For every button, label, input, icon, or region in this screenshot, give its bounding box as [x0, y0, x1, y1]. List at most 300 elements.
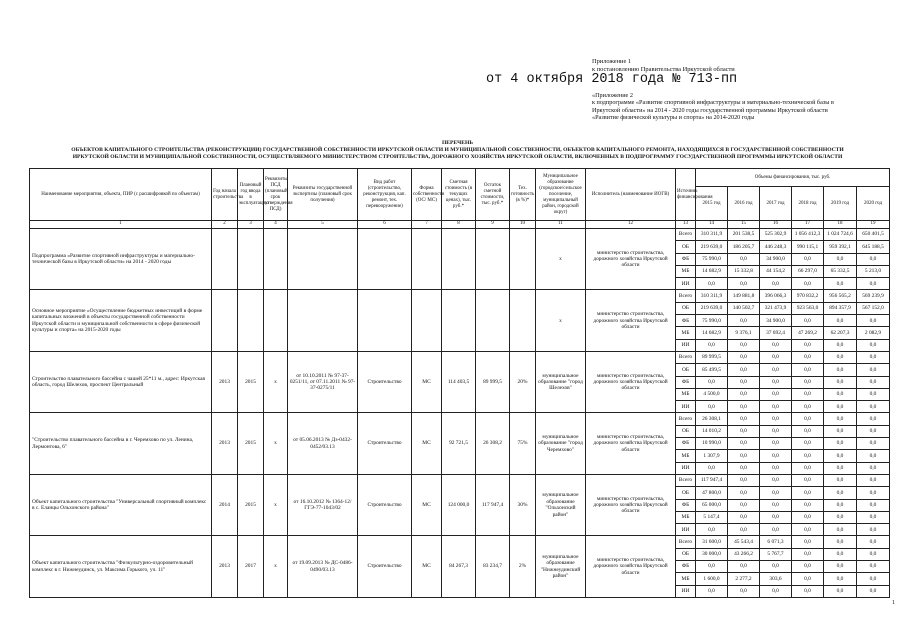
funding-source: МБ [676, 573, 696, 585]
page-number: 1 [892, 600, 895, 606]
col-header-year: 2020 год [857, 187, 890, 221]
funding-amount: 10 990,0 [696, 438, 728, 450]
funding-amount: 0,0 [792, 351, 824, 363]
funding-amount: 0,0 [857, 573, 890, 585]
column-number: 12 [586, 221, 676, 229]
funding-amount: 0,0 [857, 585, 890, 597]
column-number: 5 [288, 221, 358, 229]
funding-amount: 0,0 [760, 339, 792, 351]
funding-amount: 0,0 [728, 315, 760, 327]
technical-readiness [510, 229, 536, 290]
psd-details [264, 229, 288, 290]
funding-amount: 650 401,5 [857, 229, 890, 241]
funding-amount: 396 066,3 [760, 290, 792, 302]
expertise-details: от 19.09.2013 № ДС-0486-0490/03.13 [288, 536, 358, 597]
col-header-source: Источник финансирования [676, 169, 696, 221]
funding-amount: 956 565,2 [824, 290, 857, 302]
funding-amount: 0,0 [696, 339, 728, 351]
funding-amount: 321 473,9 [760, 302, 792, 314]
funding-amount: 0,0 [760, 450, 792, 462]
object-name: Объект капитального строительства "Универсальный спортивный комплекс в с. Еланцы Ольхонского района" [30, 474, 212, 535]
funding-amount: 0,0 [728, 425, 760, 437]
col-header-name: Наименование мероприятия, объекта, ПИР (с расшифровкой по объектам) [30, 169, 212, 221]
funding-source: ФБ [676, 315, 696, 327]
funding-source: Всего [676, 290, 696, 302]
funding-amount: 14 682,9 [696, 327, 728, 339]
funding-source: ИИ [676, 585, 696, 597]
col-header-municipality: Муниципальное образование (городское/сельское поселение, муниципальный район, городской округ) [536, 169, 586, 221]
funding-amount: 0,0 [792, 524, 824, 536]
funding-amount: 0,0 [824, 450, 857, 462]
estimated-cost: 84 267,3 [442, 536, 476, 597]
funding-source: МБ [676, 388, 696, 400]
funding-amount: 47 269,2 [792, 327, 824, 339]
funding-amount: 6 071,3 [760, 536, 792, 548]
funding-amount: 45 543,4 [728, 536, 760, 548]
funding-amount: 43 266,2 [728, 548, 760, 560]
funding-amount: 85 499,5 [696, 364, 728, 376]
appendix2-line: к подпрограмме «Развитие спортивной инфраструктуры и материально-технической базы в [592, 99, 834, 107]
col-header-year: 2016 год [728, 187, 760, 221]
remaining-cost: 83 234,7 [476, 536, 510, 597]
funding-amount: 0,0 [792, 585, 824, 597]
column-number: 6 [358, 221, 412, 229]
funding-amount: 0,0 [857, 401, 890, 413]
ownership-form [412, 290, 442, 351]
executor: министерство строительства, дорожного хозяйства Иркутской области [586, 536, 676, 597]
funding-amount: 47 800,0 [696, 487, 728, 499]
funding-amount: 2 082,9 [857, 327, 890, 339]
funding-amount: 0,0 [792, 388, 824, 400]
funding-amount: 0,0 [824, 253, 857, 265]
funding-amount: 34 900,0 [760, 253, 792, 265]
funding-amount: 0,0 [824, 364, 857, 376]
funding-amount: 0,0 [824, 438, 857, 450]
col-header-start: Год начала строительства [212, 169, 238, 221]
funding-amount: 0,0 [824, 278, 857, 290]
funding-amount: 0,0 [857, 364, 890, 376]
funding-amount: 0,0 [857, 413, 890, 425]
funding-source: МБ [676, 450, 696, 462]
funding-amount: 62 207,3 [824, 327, 857, 339]
end-year: 2015 [238, 351, 264, 412]
end-year [238, 229, 264, 290]
remaining-cost: 26 308,2 [476, 413, 510, 474]
col-header-ownership: Форма собственности (ОС/ МС) [412, 169, 442, 221]
funding-amount: 0,0 [792, 376, 824, 388]
funding-amount: 0,0 [760, 351, 792, 363]
funding-amount: 1 056 412,3 [792, 229, 824, 241]
funding-amount: 0,0 [857, 462, 890, 474]
funding-amount: 303,6 [760, 573, 792, 585]
funding-amount: 0,0 [824, 376, 857, 388]
technical-readiness: 75% [510, 413, 536, 474]
funding-amount: 0,0 [824, 499, 857, 511]
funding-amount: 923 563,0 [792, 302, 824, 314]
funding-amount: 4 500,0 [696, 388, 728, 400]
funding-amount: 310 311,9 [696, 229, 728, 241]
funding-source: ОБ [676, 364, 696, 376]
municipality: муниципальное образование "Ольхонский район" [536, 474, 586, 535]
ownership-form: МС [412, 536, 442, 597]
funding-source: ОБ [676, 487, 696, 499]
col-header-work: Вид работ (строительство, реконструкция, кап. ремонт, тех. перевооружение) [358, 169, 412, 221]
decree-stamp: от 4 октября 2018 года № 713-пп [486, 72, 738, 87]
funding-amount: 0,0 [760, 278, 792, 290]
appendix1-line1: Приложение 1 [592, 58, 632, 65]
funding-amount: 140 502,7 [728, 302, 760, 314]
column-number: 13 [676, 221, 696, 229]
funding-amount: 0,0 [792, 339, 824, 351]
remaining-cost [476, 290, 510, 351]
column-number: 2 [212, 221, 238, 229]
object-name: Основное мероприятие «Осуществление бюджетных инвестиций в форме капитальных вложений в объекты государственной собственности Иркутской области и муниципальной собственности в сфере физической культуры и спорта» на 2015-2020 годы [30, 290, 212, 351]
funding-amount: 0,0 [792, 450, 824, 462]
funding-source: ОБ [676, 241, 696, 253]
work-type: Строительство [358, 413, 412, 474]
column-number: 4 [264, 221, 288, 229]
funding-amount: 34 900,0 [760, 315, 792, 327]
funding-amount: 569 239,9 [857, 290, 890, 302]
funding-amount: 0,0 [760, 511, 792, 523]
funding-amount: 0,0 [728, 376, 760, 388]
start-year [212, 290, 238, 351]
technical-readiness [510, 290, 536, 351]
funding-amount: 0,0 [792, 413, 824, 425]
funding-amount: 0,0 [857, 450, 890, 462]
funding-amount: 0,0 [728, 351, 760, 363]
funding-amount: 0,0 [696, 524, 728, 536]
funding-amount: 959 392,1 [824, 241, 857, 253]
appendix2-line: «Приложение 2 [592, 92, 633, 99]
end-year: 2017 [238, 536, 264, 597]
col-header-end: Плановый год ввода в эксплуатацию [238, 169, 264, 221]
col-header-expertise: Реквизиты государственной экспертизы (плановый срок получения) [288, 169, 358, 221]
funding-amount: 0,0 [857, 339, 890, 351]
funding-amount: 0,0 [728, 364, 760, 376]
table-row [30, 229, 890, 241]
funding-amount: 0,0 [760, 388, 792, 400]
funding-amount: 0,0 [824, 561, 857, 573]
work-type [358, 290, 412, 351]
funding-amount: 0,0 [760, 425, 792, 437]
funding-amount: 0,0 [728, 474, 760, 486]
funding-amount: 0,0 [792, 573, 824, 585]
executor: министерство строительства, дорожного хозяйства Иркутской области [586, 351, 676, 412]
col-header-executor: Исполнитель (наименование ИОГВ) [586, 169, 676, 221]
funding-amount: 1 307,9 [696, 450, 728, 462]
funding-amount: 31 600,0 [696, 536, 728, 548]
funding-amount: 0,0 [824, 413, 857, 425]
funding-amount: 0,0 [696, 401, 728, 413]
remaining-cost: 89 999,5 [476, 351, 510, 412]
start-year: 2013 [212, 413, 238, 474]
funding-amount: 0,0 [728, 511, 760, 523]
funding-amount: 0,0 [824, 339, 857, 351]
remaining-cost [476, 229, 510, 290]
funding-amount: 0,0 [696, 278, 728, 290]
ownership-form [412, 229, 442, 290]
funding-source: ФБ [676, 499, 696, 511]
start-year: 2013 [212, 351, 238, 412]
table-row [30, 351, 890, 363]
funding-amount: 0,0 [760, 561, 792, 573]
funding-amount: 0,0 [696, 585, 728, 597]
municipality: х [536, 290, 586, 351]
funding-amount: 0,0 [696, 561, 728, 573]
funding-amount: 0,0 [760, 401, 792, 413]
objects-table [29, 168, 890, 598]
column-number: 8 [442, 221, 476, 229]
funding-amount: 0,0 [792, 278, 824, 290]
funding-amount: 0,0 [857, 388, 890, 400]
funding-amount: 0,0 [824, 524, 857, 536]
funding-amount: 0,0 [792, 474, 824, 486]
funding-amount: 446 248,3 [760, 241, 792, 253]
appendix1-line2: к постановлению Правительства Иркутской области [592, 65, 735, 73]
funding-amount: 0,0 [728, 462, 760, 474]
estimated-cost: 114 403,5 [442, 351, 476, 412]
funding-amount: 0,0 [728, 450, 760, 462]
funding-amount: 15 332,8 [728, 265, 760, 277]
funding-amount: 0,0 [760, 438, 792, 450]
work-type: Строительство [358, 536, 412, 597]
funding-source: Всего [676, 474, 696, 486]
funding-amount: 26 308,1 [696, 413, 728, 425]
funding-amount: 0,0 [792, 253, 824, 265]
table-row [30, 290, 890, 302]
funding-amount: 0,0 [792, 561, 824, 573]
executor: министерство строительства, дорожного хозяйства Иркутской области [586, 474, 676, 535]
funding-amount: 0,0 [824, 585, 857, 597]
funding-amount: 0,0 [857, 425, 890, 437]
funding-amount: 5 147,4 [696, 511, 728, 523]
funding-amount: 645 188,5 [857, 241, 890, 253]
funding-amount: 0,0 [824, 573, 857, 585]
column-number: 16 [760, 221, 792, 229]
psd-details: х [264, 536, 288, 597]
ownership-form: МС [412, 474, 442, 535]
funding-amount: 0,0 [824, 425, 857, 437]
funding-amount: 0,0 [792, 438, 824, 450]
end-year: 2015 [238, 413, 264, 474]
funding-amount: 0,0 [824, 487, 857, 499]
col-header-financing: Объемы финансирования, тыс. руб. [696, 169, 890, 187]
funding-amount: 37 692,4 [760, 327, 792, 339]
column-number: 15 [728, 221, 760, 229]
funding-amount: 0,0 [696, 376, 728, 388]
start-year: 2014 [212, 474, 238, 535]
estimated-cost [442, 290, 476, 351]
funding-amount: 0,0 [792, 462, 824, 474]
funding-amount: 186 205,7 [728, 241, 760, 253]
work-type: Строительство [358, 474, 412, 535]
technical-readiness: 20% [510, 351, 536, 412]
municipality: х [536, 229, 586, 290]
funding-source: ОБ [676, 302, 696, 314]
table-row [30, 536, 890, 548]
funding-amount: 0,0 [792, 487, 824, 499]
funding-amount: 0,0 [760, 524, 792, 536]
funding-amount: 0,0 [728, 278, 760, 290]
funding-amount: 201 538,5 [728, 229, 760, 241]
funding-amount: 0,0 [760, 474, 792, 486]
funding-source: ФБ [676, 561, 696, 573]
column-number: 10 [510, 221, 536, 229]
funding-amount: 0,0 [728, 524, 760, 536]
funding-amount: 0,0 [760, 376, 792, 388]
funding-amount: 0,0 [760, 585, 792, 597]
funding-amount: 0,0 [857, 474, 890, 486]
funding-source: ИИ [676, 462, 696, 474]
funding-amount: 0,0 [824, 388, 857, 400]
expertise-details: от 10.10.2011 № 97-37-0251/11, от 07.11.2011 № 97-37-0275/11 [288, 351, 358, 412]
start-year: 2013 [212, 536, 238, 597]
title-line2: ОБЪЕКТОВ КАПИТАЛЬНОГО СТРОИТЕЛЬСТВА (РЕКОНСТРУКЦИИ) ГОСУДАРСТВЕННОЙ СОБСТВЕННОСТИ ИРКУТСКОЙ ОБЛАСТИ И МУНИЦИПАЛЬНОЙ СОБСТВЕННОСТИ, ОБЪЕКТОВ КАПИТАЛЬНОГО РЕМОНТА, НАХОДЯЩИХСЯ В ГОСУДАРСТВЕННОЙ СОБСТВЕННОСТИ [71, 147, 844, 153]
funding-amount: 0,0 [728, 413, 760, 425]
funding-amount: 525 302,9 [760, 229, 792, 241]
column-number: 1 [30, 221, 212, 229]
funding-amount: 0,0 [728, 585, 760, 597]
funding-amount: 75 990,0 [696, 253, 728, 265]
document-title [30, 140, 885, 161]
funding-amount: 0,0 [824, 351, 857, 363]
funding-amount: 1 600,0 [696, 573, 728, 585]
funding-amount: 0,0 [857, 548, 890, 560]
funding-amount: 310 311,9 [696, 290, 728, 302]
funding-amount: 0,0 [792, 315, 824, 327]
funding-amount: 0,0 [792, 548, 824, 560]
col-header-readiness: Тех. готовность (в %)* [510, 169, 536, 221]
funding-amount: 0,0 [857, 511, 890, 523]
funding-amount: 0,0 [728, 487, 760, 499]
title-line3: ИРКУТСКОЙ ОБЛАСТИ И МУНИЦИПАЛЬНОЙ СОБСТВЕННОСТИ, ОСУЩЕСТВЛЯЕМОГО МИНИСТЕРСТВОМ СТРОИТЕЛЬСТВА, ДОРОЖНОГО ХОЗЯЙСТВА ИРКУТСКОЙ ОБЛАСТИ, ВКЛЮЧЕННЫХ В ПОДПРОГРАММУ ГОСУДАРСТВЕННОЙ ПРОГРАММЫ ИРКУТСКОЙ ОБЛАСТИ [72, 154, 843, 160]
funding-amount: 219 639,0 [696, 302, 728, 314]
funding-amount: 9 376,1 [728, 327, 760, 339]
column-number: 3 [238, 221, 264, 229]
funding-amount: 0,0 [824, 315, 857, 327]
funding-amount: 0,0 [728, 438, 760, 450]
funding-amount: 149 881,8 [728, 290, 760, 302]
funding-amount: 14 010,2 [696, 425, 728, 437]
funding-amount: 567 152,0 [857, 302, 890, 314]
funding-amount: 0,0 [824, 401, 857, 413]
funding-amount: 0,0 [728, 499, 760, 511]
funding-source: ФБ [676, 438, 696, 450]
column-number: 7 [412, 221, 442, 229]
funding-source: Всего [676, 351, 696, 363]
start-year [212, 229, 238, 290]
funding-amount: 89 999,5 [696, 351, 728, 363]
funding-amount: 990 115,1 [792, 241, 824, 253]
funding-amount: 219 639,0 [696, 241, 728, 253]
funding-amount: 0,0 [857, 438, 890, 450]
funding-amount: 0,0 [857, 499, 890, 511]
expertise-details: от 05.06.2013 № Дз-0432-0452/03.13 [288, 413, 358, 474]
table-row [30, 413, 890, 425]
estimated-cost [442, 229, 476, 290]
ownership-form: МС [412, 351, 442, 412]
funding-source: ФБ [676, 253, 696, 265]
funding-amount: 0,0 [696, 462, 728, 474]
funding-amount: 0,0 [760, 499, 792, 511]
funding-amount: 0,0 [728, 339, 760, 351]
psd-details: х [264, 413, 288, 474]
funding-amount: 0,0 [792, 511, 824, 523]
funding-amount: 5 213,0 [857, 265, 890, 277]
municipality: муниципальное образование "город Шелехов" [536, 351, 586, 412]
funding-amount: 0,0 [728, 401, 760, 413]
funding-source: ИИ [676, 339, 696, 351]
technical-readiness: 30% [510, 474, 536, 535]
column-number: 14 [696, 221, 728, 229]
funding-amount: 75 990,0 [696, 315, 728, 327]
estimated-cost: 92 721,5 [442, 413, 476, 474]
column-number-row [30, 221, 890, 229]
funding-amount: 0,0 [728, 388, 760, 400]
funding-amount: 0,0 [792, 401, 824, 413]
funding-amount: 0,0 [857, 278, 890, 290]
funding-amount: 0,0 [728, 561, 760, 573]
title-line1: ПЕРЕЧЕНЬ [441, 140, 474, 146]
psd-details [264, 290, 288, 351]
funding-amount: 0,0 [857, 351, 890, 363]
funding-amount: 0,0 [792, 425, 824, 437]
funding-amount: 0,0 [857, 315, 890, 327]
column-number: 18 [824, 221, 857, 229]
municipality: муниципальное образование "Нижнеудинский район" [536, 536, 586, 597]
funding-amount: 0,0 [792, 536, 824, 548]
expertise-details [288, 229, 358, 290]
funding-amount: 0,0 [857, 376, 890, 388]
executor: министерство строительства, дорожного хозяйства Иркутской области [586, 413, 676, 474]
column-number: 19 [857, 221, 890, 229]
col-header-cost: Сметная стоимость (в текущих ценах), тыс. руб.* [442, 169, 476, 221]
funding-source: ИИ [676, 278, 696, 290]
funding-source: ФБ [676, 376, 696, 388]
funding-amount: 0,0 [857, 536, 890, 548]
end-year: 2015 [238, 474, 264, 535]
funding-amount: 0,0 [857, 487, 890, 499]
column-number: 11 [536, 221, 586, 229]
appendix2-block [592, 92, 892, 122]
municipality: муниципальное образование "город Черемхово" [536, 413, 586, 474]
funding-amount: 0,0 [824, 548, 857, 560]
object-name: Строительство плавательного бассейна с чашей 25*11 м., адрес: Иркутская область, город Шелехов, проспект Центральный [30, 351, 212, 412]
funding-amount: 66 297,0 [792, 265, 824, 277]
appendix2-line: Иркутской области» на 2014 - 2020 годы государственной программы Иркутской области [592, 106, 828, 114]
funding-source: ОБ [676, 548, 696, 560]
funding-amount: 0,0 [760, 364, 792, 376]
funding-amount: 970 832,2 [792, 290, 824, 302]
remaining-cost: 117 947,4 [476, 474, 510, 535]
funding-source: ОБ [676, 425, 696, 437]
funding-source: МБ [676, 327, 696, 339]
column-number: 17 [792, 221, 824, 229]
funding-amount: 0,0 [792, 499, 824, 511]
funding-amount: 0,0 [760, 462, 792, 474]
funding-amount: 0,0 [760, 413, 792, 425]
work-type: Строительство [358, 351, 412, 412]
estimated-cost: 124 000,0 [442, 474, 476, 535]
work-type [358, 229, 412, 290]
expertise-details: от 16.10.2012 № 1364-12/ГГЭ-77-1043/02 [288, 474, 358, 535]
funding-amount: 5 767,7 [760, 548, 792, 560]
executor: министерство строительства, дорожного хозяйства Иркутской области [586, 229, 676, 290]
funding-amount: 0,0 [824, 474, 857, 486]
ownership-form: МС [412, 413, 442, 474]
table-row [30, 474, 890, 486]
